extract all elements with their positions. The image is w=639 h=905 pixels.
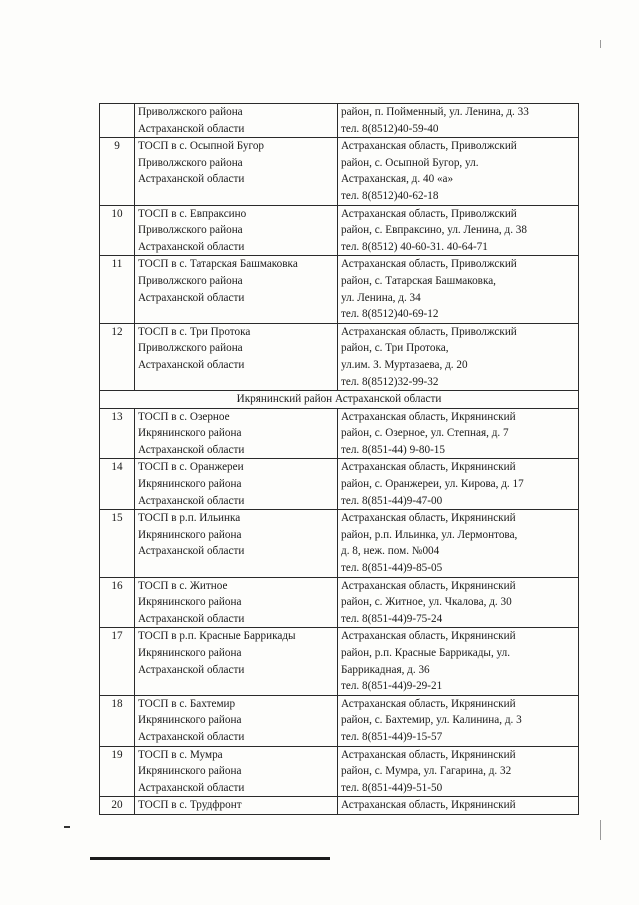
- office-name-line: Астраханской области: [138, 545, 245, 558]
- office-name-line: Астраханской области: [138, 443, 245, 456]
- office-address-line: тел. 8(851-44)9-47-00: [341, 494, 443, 507]
- table-row: [100, 695, 579, 746]
- office-name-line: Астраханской области: [138, 240, 245, 253]
- office-name-line: Икрянинского района: [138, 647, 242, 659]
- row-number: 10: [100, 205, 135, 256]
- office-name-line: ТОСП в с. Татарская Башмаковка: [138, 258, 298, 271]
- table-row: [100, 510, 579, 577]
- office-address-line: Астраханская область, Икрянинский: [341, 748, 516, 761]
- office-name-line: Астраханской области: [138, 781, 245, 794]
- office-name-line: Приволжского района: [138, 224, 243, 237]
- office-address-line: район, с. Мумра, ул. Гагарина, д. 32: [341, 765, 512, 778]
- office-address-cell: [338, 746, 579, 797]
- office-address-cell: [338, 459, 579, 510]
- office-name-line: ТОСП в с. Житное: [138, 579, 228, 592]
- office-address-line: район, с. Евпраксино, ул. Ленина, д. 38: [341, 224, 527, 237]
- office-address-cell: [338, 510, 579, 577]
- office-address-line: тел. 8(851-44)9-75-24: [341, 612, 443, 625]
- office-name-line: Икрянинского района: [138, 765, 242, 778]
- office-name-line: ТОСП в с. Бахтемир: [138, 697, 236, 710]
- office-address-line: Астраханская, д. 40 «а»: [341, 173, 454, 186]
- office-name-cell: [135, 510, 338, 577]
- table-body: [100, 104, 579, 815]
- table-row: [100, 323, 579, 390]
- office-address-line: район, р.п. Ильинка, ул. Лермонтова,: [341, 528, 518, 541]
- office-name-line: ТОСП в с. Озерное: [138, 410, 230, 423]
- office-address-line: Астраханская область, Икрянинский: [341, 410, 516, 423]
- office-name-cell: [135, 695, 338, 746]
- office-address-line: Астраханская область, Икрянинский: [341, 630, 516, 643]
- office-address-cell: [338, 138, 579, 205]
- row-number: 14: [100, 459, 135, 510]
- office-address-line: тел. 8(851-44)9-15-57: [341, 730, 443, 743]
- office-address-line: тел. 8(8512)40-59-40: [341, 122, 439, 135]
- table-row: [100, 205, 579, 256]
- office-name-cell: [135, 628, 338, 695]
- row-number: 15: [100, 510, 135, 577]
- office-address-line: Астраханская область, Икрянинский: [341, 697, 516, 710]
- office-address-line: тел. 8(8512)32-99-32: [341, 375, 439, 388]
- scan-mark: [64, 826, 70, 828]
- office-name-line: ТОСП в с. Осыпной Бугор: [138, 140, 265, 153]
- row-number: 11: [100, 256, 135, 323]
- office-name-line: ТОСП в с. Трудфронт: [138, 799, 242, 812]
- office-address-line: Баррикадная, д. 36: [341, 663, 430, 676]
- office-address-cell: [338, 628, 579, 695]
- row-number: 12: [100, 323, 135, 390]
- office-name-line: Астраханской области: [138, 173, 245, 186]
- office-name-line: Астраханской области: [138, 291, 245, 304]
- row-number: [100, 104, 135, 138]
- office-name-line: ТОСП в р.п. Ильинка: [138, 512, 241, 525]
- office-name-line: Астраханской области: [138, 122, 245, 135]
- row-number: 13: [100, 408, 135, 459]
- office-name-cell: [135, 577, 338, 628]
- office-address-cell: [338, 695, 579, 746]
- office-address-line: тел. 8(8512) 40-60-31. 40-64-71: [341, 240, 488, 253]
- office-address-line: Астраханская область, Икрянинский: [341, 512, 516, 525]
- office-name-line: ТОСП в с. Оранжереи: [138, 461, 244, 474]
- office-address-line: Астраханская область, Приволжский: [341, 207, 517, 220]
- office-name-line: ТОСП в р.п. Красные Баррикады: [138, 630, 296, 643]
- table-row: [100, 408, 579, 459]
- office-name-cell: [135, 205, 338, 256]
- office-name-line: ТОСП в с. Три Протока: [138, 325, 251, 338]
- row-number: 9: [100, 138, 135, 205]
- section-title: Икрянинский район Астраханской области: [100, 391, 579, 409]
- table-row: [100, 628, 579, 695]
- office-name-line: Астраханской области: [138, 612, 245, 625]
- office-name-line: Астраханской области: [138, 663, 245, 676]
- office-address-line: район, п. Пойменный, ул. Ленина, д. 33: [341, 106, 529, 118]
- office-address-line: Астраханская область, Икрянинский: [341, 461, 516, 474]
- office-address-line: район, с. Житное, ул. Чкалова, д. 30: [341, 596, 512, 609]
- table-row: [100, 459, 579, 510]
- office-address-line: район, с. Три Протока,: [341, 342, 449, 355]
- office-address-line: тел. 8(851-44)9-51-50: [341, 781, 443, 794]
- office-address-cell: [338, 323, 579, 390]
- office-name-line: ТОСП в с. Евпраксино: [138, 207, 247, 220]
- office-name-line: Приволжского района: [138, 342, 243, 355]
- office-name-cell: [135, 797, 338, 815]
- office-address-line: район, р.п. Красные Баррикады, ул.: [341, 647, 511, 659]
- row-number: 19: [100, 746, 135, 797]
- office-name-line: Икрянинского района: [138, 427, 242, 440]
- office-address-line: ул.им. З. Муртазаева, д. 20: [341, 358, 468, 371]
- office-address-cell: [338, 408, 579, 459]
- office-registry-table: [99, 103, 579, 815]
- office-address-line: Астраханская область, Приволжский: [341, 325, 517, 338]
- office-address-line: район, с. Озерное, ул. Степная, д. 7: [341, 427, 509, 440]
- office-name-line: Приволжского района: [138, 106, 243, 118]
- office-address-cell: [338, 256, 579, 323]
- office-name-line: Икрянинского района: [138, 596, 242, 609]
- office-name-line: Астраханской области: [138, 730, 245, 743]
- office-address-line: тел. 8(851-44)9-85-05: [341, 562, 443, 575]
- table-row: [100, 746, 579, 797]
- scan-speck: [600, 820, 601, 840]
- table-row: [100, 577, 579, 628]
- office-address-line: Астраханская область, Приволжский: [341, 258, 517, 271]
- office-address-cell: [338, 205, 579, 256]
- row-number: 16: [100, 577, 135, 628]
- table-row: [100, 256, 579, 323]
- office-address-cell: [338, 797, 579, 815]
- office-name-cell: [135, 323, 338, 390]
- office-name-cell: [135, 104, 338, 138]
- office-name-line: Икрянинского района: [138, 478, 242, 491]
- office-name-line: Астраханской области: [138, 358, 245, 371]
- table-row: [100, 138, 579, 205]
- office-name-line: ТОСП в с. Мумра: [138, 748, 223, 761]
- office-name-line: Приволжского района: [138, 156, 243, 169]
- office-name-cell: [135, 138, 338, 205]
- office-name-line: Икрянинского района: [138, 528, 242, 541]
- office-address-cell: [338, 577, 579, 628]
- office-address-line: ул. Ленина, д. 34: [341, 291, 421, 304]
- office-address-line: тел. 8(8512)40-69-12: [341, 308, 439, 321]
- table-row: [100, 104, 579, 138]
- office-name-line: Приволжского района: [138, 274, 243, 287]
- row-number: 17: [100, 628, 135, 695]
- office-address-line: Астраханская область, Икрянинский: [341, 579, 516, 592]
- office-address-line: тел. 8(851-44)9-29-21: [341, 680, 443, 693]
- office-name-cell: [135, 459, 338, 510]
- table-row: [100, 797, 579, 815]
- office-address-line: район, с. Татарская Башмаковка,: [341, 274, 496, 287]
- scan-speck: [600, 40, 601, 48]
- office-address-cell: [338, 104, 579, 138]
- office-name-cell: [135, 408, 338, 459]
- office-address-line: тел. 8(8512)40-62-18: [341, 189, 439, 202]
- footer-rule: [90, 857, 330, 860]
- office-address-line: район, с. Осыпной Бугор, ул.: [341, 156, 479, 169]
- office-address-line: Астраханская область, Икрянинский: [341, 799, 516, 812]
- row-number: 20: [100, 797, 135, 815]
- office-address-line: тел. 8(851-44) 9-80-15: [341, 443, 445, 456]
- office-address-line: Астраханская область, Приволжский: [341, 140, 517, 153]
- section-header-row: [100, 391, 579, 409]
- office-name-cell: [135, 256, 338, 323]
- office-name-cell: [135, 746, 338, 797]
- row-number: 18: [100, 695, 135, 746]
- office-name-line: Икрянинского района: [138, 714, 242, 727]
- office-name-line: Астраханской области: [138, 494, 245, 507]
- office-address-line: район, с. Оранжереи, ул. Кирова, д. 17: [341, 478, 524, 491]
- office-address-line: район, с. Бахтемир, ул. Калинина, д. 3: [341, 714, 522, 727]
- office-address-line: д. 8, неж. пом. №004: [341, 545, 440, 558]
